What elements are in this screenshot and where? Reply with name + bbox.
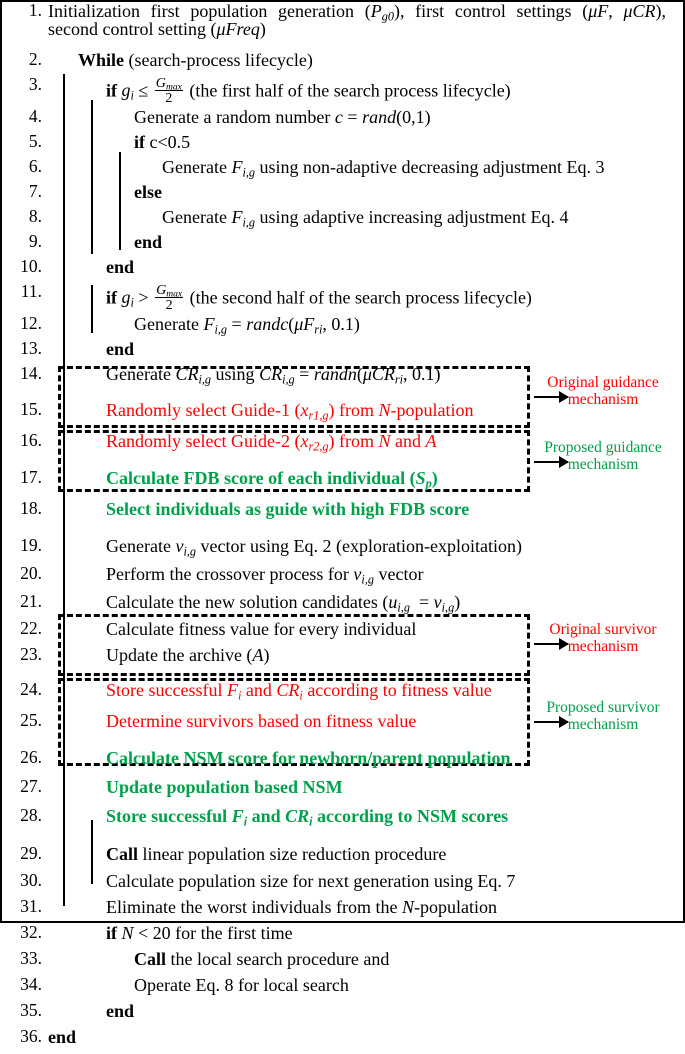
algo-line-1-text-cont: second control setting (μFreq) [48, 19, 266, 39]
algo-line-17-text: Calculate FDB score of each individual $(S_p)$ [106, 467, 438, 491]
algo-line-18-body [48, 500, 683, 520]
algo-line-15-body [48, 401, 683, 421]
line-number-6: 6. [28, 155, 42, 176]
algo-line-27 [2, 775, 683, 807]
algo-line-18 [2, 497, 683, 533]
line-number-23: 23. [20, 643, 42, 664]
callout-original-guidance-line1: Original guidance [547, 374, 659, 391]
algo-line-11 [2, 280, 683, 315]
algo-line-36-body [48, 1028, 683, 1048]
algo-line-10-text: end [106, 256, 135, 277]
callout-proposed-guidance-line2: mechanism [567, 456, 639, 474]
algo-line-9-text: end [134, 231, 163, 252]
algo-line-21-text: Calculate the new solution candidates $(u_{i,g} = v_{i,g})$ [106, 591, 461, 615]
algo-line-10-body [48, 258, 683, 278]
algo-line-2-text: While (search-process lifecycle) [78, 50, 313, 70]
algo-line-4-text: Generate a random number c = rand(0,1) [134, 106, 431, 127]
algo-line-16-text: Randomly select Guide-2 $(x_{r2,g})$ from N and A [106, 430, 437, 454]
algo-line-28-body [48, 807, 683, 827]
algo-line-20-text: Perform the crossover process for $v_{i,g}$ vector [106, 563, 424, 587]
algo-line-19-text: Generate $v_{i,g}$ vector using Eq. 2 (exploration-exploitation) [106, 535, 522, 559]
algo-line-25 [2, 709, 683, 743]
algo-line-34-body [48, 976, 683, 996]
algo-line-11-text: if $g_i$ > $\frac{G_{max}}{2}$ (the second half of the search process lifecycle) [106, 281, 532, 313]
algo-line-22 [2, 617, 683, 646]
callout-proposed-survivor-line1: Proposed survivor [546, 699, 660, 716]
algo-line-13-text: end [106, 338, 135, 359]
algo-line-23 [2, 643, 683, 672]
algo-line-32 [2, 921, 683, 950]
algo-line-25-body [48, 712, 683, 732]
algo-line-18-text: Select individuals as guide with high FDB score [106, 498, 470, 519]
algo-line-9-body [48, 233, 683, 253]
line-number-35: 35. [20, 999, 42, 1020]
algo-line-11-body [48, 283, 683, 315]
algo-line-16-body [48, 432, 683, 452]
algo-line-4 [2, 105, 683, 133]
algo-line-36 [2, 1025, 683, 1054]
algo-line-26 [2, 743, 683, 778]
algo-line-35-text: end [106, 1000, 135, 1021]
algo-line-16 [2, 429, 683, 463]
callout-proposed-survivor-line2: mechanism [567, 716, 639, 734]
algo-line-5 [2, 130, 683, 158]
algo-line-19-body [48, 537, 683, 557]
line-number-9: 9. [28, 230, 42, 251]
line-number-15: 15. [20, 398, 42, 419]
algo-line-31 [2, 895, 683, 924]
algo-line-21-body [48, 593, 683, 613]
line-number-22: 22. [20, 617, 42, 638]
algo-line-29 [2, 839, 683, 872]
line-number-8: 8. [28, 205, 42, 226]
algo-line-32-text: if N < 20 for the first time [106, 922, 293, 943]
algo-line-10 [2, 255, 683, 283]
line-number-16: 16. [20, 429, 42, 450]
algo-line-29-body [48, 845, 683, 865]
line-number-30: 30. [20, 869, 42, 890]
line-number-4: 4. [28, 105, 42, 126]
callout-original-survivor-line1: Original survivor [549, 621, 657, 638]
algo-line-32-body [48, 924, 683, 944]
line-number-17: 17. [20, 466, 42, 487]
algo-line-24-body [48, 681, 683, 701]
line-number-29: 29. [20, 842, 42, 863]
line-number-11: 11. [20, 280, 42, 301]
algo-line-3-body [48, 76, 683, 108]
line-number-31: 31. [20, 895, 42, 916]
line-number-18: 18. [20, 497, 42, 518]
line-number-14: 14. [20, 362, 42, 383]
algo-line-23-body [48, 646, 683, 666]
algo-line-20-body [48, 565, 683, 585]
algo-line-8 [2, 205, 683, 233]
algo-line-19 [2, 533, 683, 565]
algo-line-6-text: Generate $F_{i,g}$ using non-adaptive decreasing adjustment Eq. 3 [162, 156, 605, 180]
algo-line-3-text: if $g_i$ ≤ $\frac{G_{max}}{2}$ (the first half of the search process lifecycle) [106, 75, 511, 107]
callout-proposed-guidance-line1: Proposed guidance [544, 439, 662, 456]
algo-line-7-text: else [134, 181, 162, 202]
algo-line-33-body [48, 950, 683, 970]
line-number-21: 21. [20, 590, 42, 611]
callout-original-survivor-line2: mechanism [567, 638, 639, 656]
algo-line-1-body [48, 2, 683, 40]
algo-line-23-text: Update the archive (A) [106, 644, 270, 665]
algo-line-17-body [48, 469, 683, 489]
callout-original-guidance-line2: mechanism [567, 391, 639, 409]
algo-line-36-text: end [48, 1026, 77, 1047]
line-number-3: 3. [28, 74, 42, 94]
algo-line-24-text: Store successful $F_i$ and $CR_i$ according to fitness value [106, 679, 492, 703]
algo-line-14-text: Generate $CR_{i,g}$ using $CR_{i,g}$ = randn(μCR$_{ri}$, 0.1) [106, 363, 441, 387]
algo-line-27-body [48, 778, 683, 798]
line-number-1: 1. [28, 0, 42, 20]
algo-line-4-body [48, 108, 683, 128]
algo-line-22-text: Calculate fitness value for every individual [106, 618, 417, 639]
algo-line-6-body [48, 158, 683, 178]
algo-line-7 [2, 180, 683, 208]
algo-line-31-text: Eliminate the worst individuals from the N-population [106, 896, 497, 917]
algo-line-13-body [48, 340, 683, 360]
algo-line-12-text: Generate $F_{i,g}$ = $randc(\mu F_{ri}$, 0.1) [134, 313, 360, 337]
algo-line-26-body [48, 749, 683, 769]
algo-line-34 [2, 973, 683, 1002]
algo-line-33 [2, 947, 683, 976]
algo-line-1-text: Initialization first population generation $(P_{g0})$, first control settings (μF, μCR), [48, 1, 666, 24]
line-number-13: 13. [20, 337, 42, 358]
algo-line-9 [2, 230, 683, 258]
algo-line-28 [2, 804, 683, 839]
algo-line-35-body [48, 1002, 683, 1022]
algo-line-5-text: if c<0.5 [134, 131, 191, 152]
algo-line-30 [2, 869, 683, 898]
line-number-24: 24. [20, 678, 42, 699]
algo-line-31-body [48, 898, 683, 918]
line-number-5: 5. [28, 130, 42, 151]
line-number-10: 10. [20, 255, 42, 276]
algo-line-8-body [48, 208, 683, 228]
algo-line-7-body [48, 183, 683, 203]
algo-line-33-text: Call the local search procedure and [134, 948, 390, 969]
algo-line-13 [2, 337, 683, 365]
algo-line-5-body [48, 133, 683, 153]
line-number-34: 34. [20, 973, 42, 994]
line-number-36: 36. [20, 1025, 42, 1046]
algo-line-15-text: Randomly select Guide-1 $(x_{r1,g})$ from N-population [106, 399, 474, 423]
algo-line-20 [2, 562, 683, 593]
algo-line-14-body [48, 365, 683, 385]
line-number-7: 7. [28, 180, 42, 201]
line-number-12: 12. [20, 312, 42, 333]
line-number-20: 20. [20, 562, 42, 583]
algo-line-26-text: Calculate NSM score for newborn/parent population [106, 747, 511, 768]
algo-line-21 [2, 590, 683, 620]
line-number-25: 25. [20, 709, 42, 730]
algo-line-12 [2, 312, 683, 340]
line-number-32: 32. [20, 921, 42, 942]
line-number-27: 27. [20, 775, 42, 796]
line-number-19: 19. [20, 534, 42, 555]
line-number-33: 33. [20, 947, 42, 968]
algo-line-15 [2, 393, 683, 432]
algo-line-22-body [48, 620, 683, 640]
line-number-26: 26. [20, 746, 42, 767]
algo-line-34-text: Operate Eq. 8 for local search [134, 974, 349, 995]
algo-line-14 [2, 362, 683, 393]
algo-line-2 [2, 51, 683, 76]
algo-line-1 [2, 2, 683, 51]
algo-line-24 [2, 672, 683, 712]
algo-line-6 [2, 155, 683, 183]
algo-line-30-body [48, 872, 683, 892]
algo-line-28-text: Store successful $F_i$ and $CR_i$ according to NSM scores [106, 805, 509, 829]
algo-line-35 [2, 999, 683, 1028]
algo-line-27-text: Update population based NSM [106, 776, 343, 797]
algo-line-30-text: Calculate population size for next generation using Eq. 7 [106, 870, 516, 891]
algo-line-8-text: Generate $F_{i,g}$ using adaptive increasing adjustment Eq. 4 [162, 206, 569, 230]
algo-line-2-body [48, 51, 683, 71]
line-number-28: 28. [20, 804, 42, 825]
algo-line-17 [2, 463, 683, 500]
algo-line-29-text: Call linear population size reduction procedure [106, 843, 447, 864]
algo-line-12-body [48, 315, 683, 335]
algo-line-25-text: Determine survivors based on fitness value [106, 710, 417, 731]
algo-line-3 [2, 76, 683, 108]
line-number-2: 2. [28, 49, 42, 69]
